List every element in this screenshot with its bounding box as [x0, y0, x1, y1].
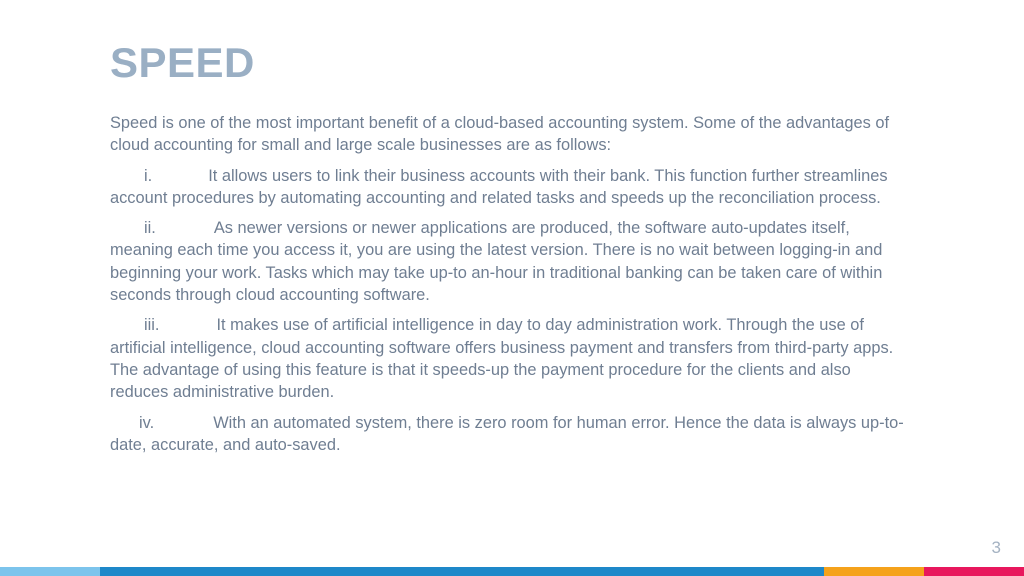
list-item: [110, 217, 910, 306]
list-marker: iv.: [139, 413, 155, 432]
list-item: [110, 314, 910, 403]
list-item-text: It makes use of artificial intelligence in day to day administration work. Through the use of artificial intelligence, cloud accounting software offers business payment and transfers from third-party apps. The advantage of using this feature is that it speeds-up the payment procedure for the clients and also reduces administrative burden.: [110, 316, 894, 402]
slide-title: SPEED: [110, 39, 255, 86]
list-item-text: With an automated system, there is zero room for human error. Hence the data is always up-to-date, accurate, and auto-saved.: [110, 413, 904, 454]
list-marker: i.: [144, 166, 153, 185]
slide-body: [110, 112, 910, 464]
footer-bar-orange-segment: [824, 567, 924, 576]
intro-paragraph: Speed is one of the most important benefit of a cloud-based accounting system. Some of the advantages of cloud accounting for small and large scale businesses are as follows:: [110, 114, 890, 155]
list-item-text: As newer versions or newer applications are produced, the software auto-updates itself, meaning each time you access it, you are using the latest version. There is no wait between logging-in and beginning your work. Tasks which may take up-to an-hour in traditional banking can be taken care of within seconds through cloud accounting software.: [110, 219, 883, 305]
list-item: [110, 165, 910, 210]
list-marker: iii.: [144, 316, 160, 335]
list-item-text: It allows users to link their business accounts with their bank. This function further streamlines account procedures by automating accounting and related tasks and speeds up the reconciliation process.: [110, 166, 888, 207]
footer-bar-pink-segment: [924, 567, 1024, 576]
footer-bar-blue-segment: [100, 567, 824, 576]
list-item: [110, 412, 910, 457]
list-marker: ii.: [144, 219, 156, 238]
footer-color-bar: [0, 567, 1024, 576]
page-number: 3: [991, 538, 1001, 557]
footer-bar-light-blue-segment: [0, 567, 100, 576]
